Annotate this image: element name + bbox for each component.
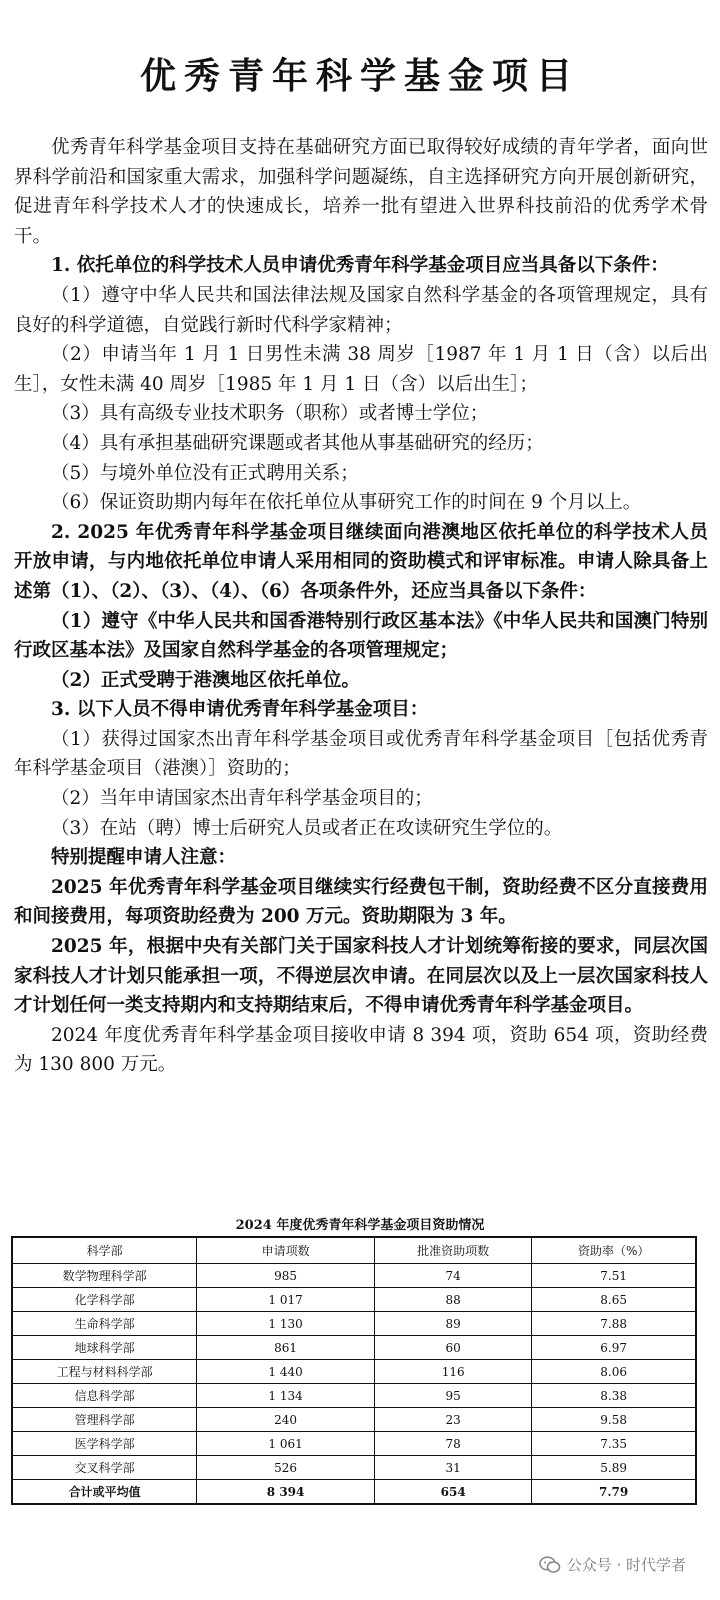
- table-row: [12, 1312, 696, 1336]
- paragraph: （6）保证资助期内每年在依托单位从事研究工作的时间在 9 个月以上。: [51, 492, 642, 514]
- paragraph: （2）申请当年 1 月 1 日男性未满 38 周岁［1987 年 1 月 1 日（含）以后出生］，女性未满 40 周岁［1985 年 1 月 1 日（含）以后出生］；: [14, 344, 708, 395]
- table-cell: 861: [197, 1336, 375, 1360]
- watermark-text: 公众号 · 时代学者: [566, 1556, 686, 1574]
- paragraph: 1. 依托单位的科学技术人员申请优秀青年科学基金项目应当具备以下条件：: [51, 255, 669, 277]
- table-cell: 工程与材料科学部: [12, 1360, 197, 1384]
- table-cell: 8.65: [532, 1288, 696, 1312]
- table-header-cell: 资助率（%）: [532, 1237, 696, 1264]
- table-cell: 1 134: [197, 1384, 375, 1408]
- table-cell: 6.97: [532, 1336, 696, 1360]
- table-cell: 1 017: [197, 1288, 375, 1312]
- table-total-cell: 654: [375, 1480, 532, 1505]
- table-cell: 化学科学部: [12, 1288, 197, 1312]
- table-cell: 89: [375, 1312, 532, 1336]
- table-row: [12, 1264, 696, 1288]
- paragraph: 2. 2025 年优秀青年科学基金项目继续面向港澳地区依托单位的科学技术人员开放申请，与内地依托单位申请人采用相同的资助模式和评审标准。申请人除具备上述第（1）、（2）、（3）、（4）、（6）各项条件外，还应当具备以下条件：: [14, 521, 708, 602]
- table-cell: 1 440: [197, 1360, 375, 1384]
- table-header-cell: 申请项数: [197, 1237, 375, 1264]
- table-cell: 生命科学部: [12, 1312, 197, 1336]
- table-cell: 信息科学部: [12, 1384, 197, 1408]
- paragraph: （1）遵守中华人民共和国法律法规及国家自然科学基金的各项管理规定，具有良好的科学道德，自觉践行新时代科学家精神；: [14, 284, 708, 336]
- table-cell: 60: [375, 1336, 532, 1360]
- table-cell: 管理科学部: [12, 1408, 197, 1432]
- table-cell: 地球科学部: [12, 1336, 197, 1360]
- paragraph: （3）在站（聘）博士后研究人员或者正在攻读研究生学位的。: [51, 817, 563, 839]
- funding-table: [11, 1236, 697, 1505]
- table-cell: 7.35: [532, 1432, 696, 1456]
- table-cell: 交叉科学部: [12, 1456, 197, 1480]
- paragraph: （4）具有承担基础研究课题或者其他从事基础研究的经历；: [51, 432, 544, 454]
- paragraph: （3）具有高级专业技术职务（职称）或者博士学位；: [51, 403, 489, 425]
- table-row: [12, 1384, 696, 1408]
- table-cell: 7.88: [532, 1312, 696, 1336]
- paragraph: （2）当年申请国家杰出青年科学基金项目的；: [51, 788, 433, 810]
- paragraph: 优秀青年科学基金项目支持在基础研究方面已取得较好成绩的青年学者，面向世界科学前沿和国家重大需求，加强科学问题凝练，自主选择研究方向开展创新研究，促进青年科学技术人才的快速成长，培养一批有望进入世界科技前沿的优秀学术骨干。: [14, 137, 708, 247]
- table-cell: 数学物理科学部: [12, 1264, 197, 1288]
- table-row: [12, 1360, 696, 1384]
- paragraph: （1）获得过国家杰出青年科学基金项目或优秀青年科学基金项目［包括优秀青年科学基金项目（港澳）］资助的；: [14, 728, 708, 780]
- table-cell: 医学科学部: [12, 1432, 197, 1456]
- table-cell: 240: [197, 1408, 375, 1432]
- table-total-cell: 合计或平均值: [12, 1480, 197, 1505]
- paragraph: （1）遵守《中华人民共和国香港特别行政区基本法》《中华人民共和国澳门特别行政区基本法》及国家自然科学基金的各项管理规定；: [14, 610, 708, 662]
- table-total-cell: 8 394: [197, 1480, 375, 1505]
- wechat-official-account-icon: [539, 1556, 561, 1574]
- table-cell: 9.58: [532, 1408, 696, 1432]
- table-row: [12, 1336, 696, 1360]
- table-cell: 78: [375, 1432, 532, 1456]
- paragraph: （5）与境外单位没有正式聘用关系；: [51, 462, 359, 484]
- table-body: [12, 1264, 696, 1505]
- table-cell: 985: [197, 1264, 375, 1288]
- table-row: [12, 1456, 696, 1480]
- table-row: [12, 1432, 696, 1456]
- table-header-cell: 批准资助项数: [375, 1237, 532, 1264]
- table-cell: 1 130: [197, 1312, 375, 1336]
- table-cell: 8.38: [532, 1384, 696, 1408]
- paragraph: 2024 年度优秀青年科学基金项目接收申请 8 394 项，资助 654 项，资助经费为 130 800 万元。: [14, 1024, 708, 1076]
- table-cell: 95: [375, 1384, 532, 1408]
- paragraph: 2025 年优秀青年科学基金项目继续实行经费包干制，资助经费不区分直接费用和间接费用，每项资助经费为 200 万元。资助期限为 3 年。: [14, 876, 708, 928]
- table-cell: 88: [375, 1288, 532, 1312]
- table-row: [12, 1288, 696, 1312]
- table-cell: 5.89: [532, 1456, 696, 1480]
- table-cell: 74: [375, 1264, 532, 1288]
- watermark: [539, 1554, 686, 1575]
- page-title: 优秀青年科学基金项目: [139, 56, 580, 97]
- table-cell: 23: [375, 1408, 532, 1432]
- paragraph: 2025 年，根据中央有关部门关于国家科技人才计划统筹衔接的要求，同层次国家科技人才计划只能承担一项，不得逆层次申请。在同层次以及上一层次国家科技人才计划任何一类支持期内和支持期结束后，不得申请优秀青年科学基金项目。: [14, 936, 708, 1017]
- table-cell: 1 061: [197, 1432, 375, 1456]
- table-title: 2024 年度优秀青年科学基金项目资助情况: [235, 1218, 485, 1233]
- paragraph: 3. 以下人员不得申请优秀青年科学基金项目：: [51, 699, 429, 721]
- table-row: [12, 1408, 696, 1432]
- table-cell: 8.06: [532, 1360, 696, 1384]
- table-cell: 116: [375, 1360, 532, 1384]
- table-header-cell: 科学部: [12, 1237, 197, 1264]
- table-cell: 526: [197, 1456, 375, 1480]
- document-body: [14, 133, 708, 1080]
- table-total-cell: 7.79: [532, 1480, 696, 1505]
- table-total-row: [12, 1480, 696, 1505]
- table-header-row: [12, 1237, 696, 1264]
- table-cell: 31: [375, 1456, 532, 1480]
- paragraph: （2）正式受聘于港澳地区依托单位。: [51, 669, 360, 691]
- paragraph: 特别提醒申请人注意：: [51, 847, 237, 869]
- table-cell: 7.51: [532, 1264, 696, 1288]
